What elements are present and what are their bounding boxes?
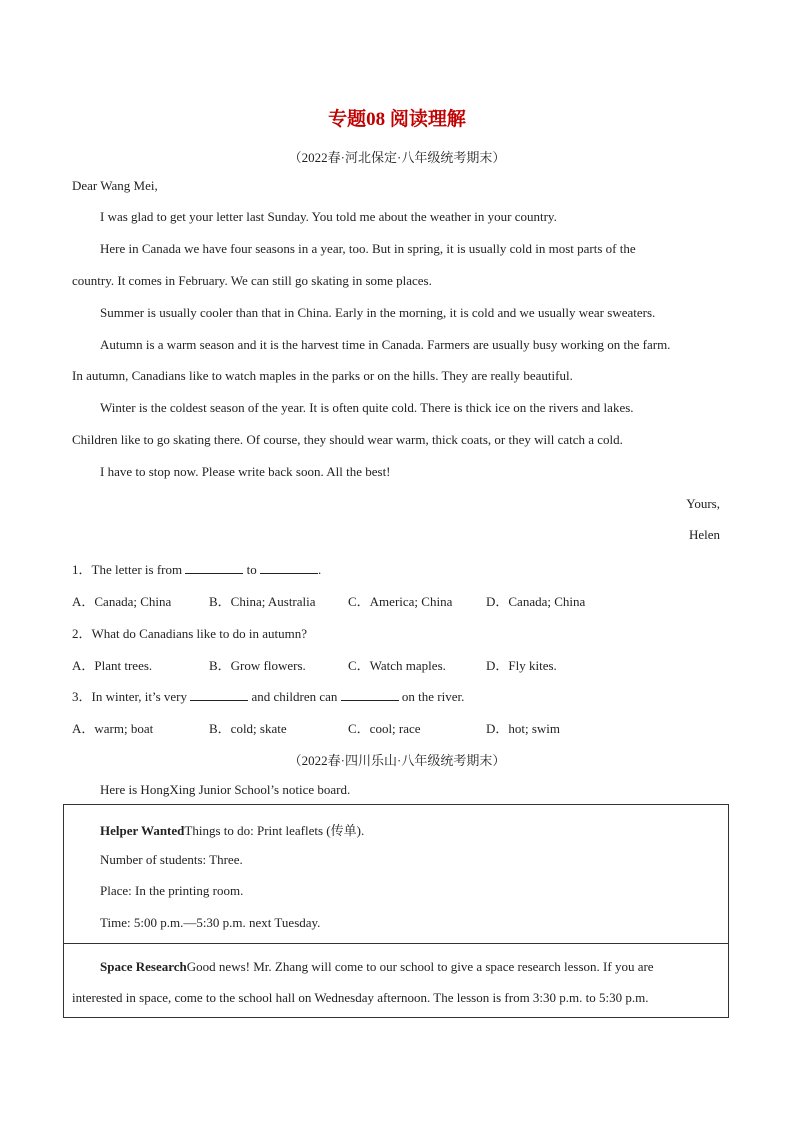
question-text: to [243,562,260,577]
question-text: 1．The letter is from [72,562,186,577]
letter-signature: Helen [688,527,720,542]
option-d: D．Canada; China [486,594,586,609]
letter-paragraph: Winter is the coldest season of the year. It is often quite cold. There is thick ice on the rivers and lakes. [100,400,634,415]
answer-blank [190,689,248,701]
letter-greeting: Dear Wang Mei, [72,178,158,193]
option-a: A．Canada; China [72,594,172,609]
option-c: C．Watch maples. [348,658,446,673]
question-3 [72,686,464,705]
letter-paragraph: I have to stop now. Please write back soon. All the best! [100,464,391,479]
answer-blank [260,562,318,574]
question-2: 2．What do Canadians like to do in autumn? [72,626,308,641]
answer-blank [185,562,243,574]
option-c: C．cool; race [348,721,421,736]
question-text: . [317,562,322,577]
letter-paragraph: country. It comes in February. We can still go skating in some places. [72,273,432,288]
option-b: B．cold; skate [209,721,287,736]
question-text: on the river. [398,689,465,704]
letter-paragraph: Summer is usually cooler than that in China. Early in the morning, it is cold and we usually wear sweaters. [100,305,656,320]
notice-heading: Space Research [100,959,187,974]
letter-paragraph: Children like to go skating there. Of course, they should wear warm, thick coats, or they will catch a cold. [72,432,623,447]
letter-paragraph: Autumn is a warm season and it is the harvest time in Canada. Farmers are usually busy working on the farm. [100,337,671,352]
letter-paragraph: Here in Canada we have four seasons in a year, too. But in spring, it is usually cold in most parts of the [100,241,636,256]
letter-paragraph: In autumn, Canadians like to watch maples in the parks or on the hills. They are really beautiful. [72,368,573,383]
notice-heading: Helper Wanted [100,823,185,838]
question-1 [72,559,321,578]
option-b: B．Grow flowers. [209,658,306,673]
option-d: D．Fly kites. [486,658,557,673]
notice-space-research [63,943,729,1018]
question-text: 3．In winter, it’s very [72,689,191,704]
answer-blank [341,689,399,701]
notice-line: Place: In the printing room. [100,883,244,898]
notice-line: interested in space, come to the school hall on Wednesday afternoon. The lesson is from 3:30 p.m. to 5:30 p.m. [72,990,649,1005]
option-a: A．warm; boat [72,721,154,736]
passage-intro: Here is HongXing Junior School’s notice board. [100,782,351,797]
letter-closing: Yours, [686,496,720,511]
option-a: A．Plant trees. [72,658,153,673]
notice-line [100,820,364,839]
notice-helper-wanted [63,804,729,944]
letter-paragraph: I was glad to get your letter last Sunday. You told me about the weather in your country. [100,209,557,224]
option-b: B．China; Australia [209,594,316,609]
notice-text: Good news! Mr. Zhang will come to our school to give a space research lesson. If you are [186,959,654,974]
notice-line: Number of students: Three. [100,852,243,867]
notice-line [100,959,654,975]
notice-text: Things to do: Print leaflets (传单). [184,823,365,838]
source-label: （2022春·河北保定·八年级统考期末） [288,150,506,165]
option-d: D．hot; swim [486,721,561,736]
source-label: （2022春·四川乐山·八年级统考期末） [288,753,506,768]
notice-line: Time: 5:00 p.m.—5:30 p.m. next Tuesday. [100,915,321,930]
question-text: and children can [248,689,341,704]
option-c: C．America; China [348,594,453,609]
page-title: 专题08 阅读理解 [328,109,466,130]
